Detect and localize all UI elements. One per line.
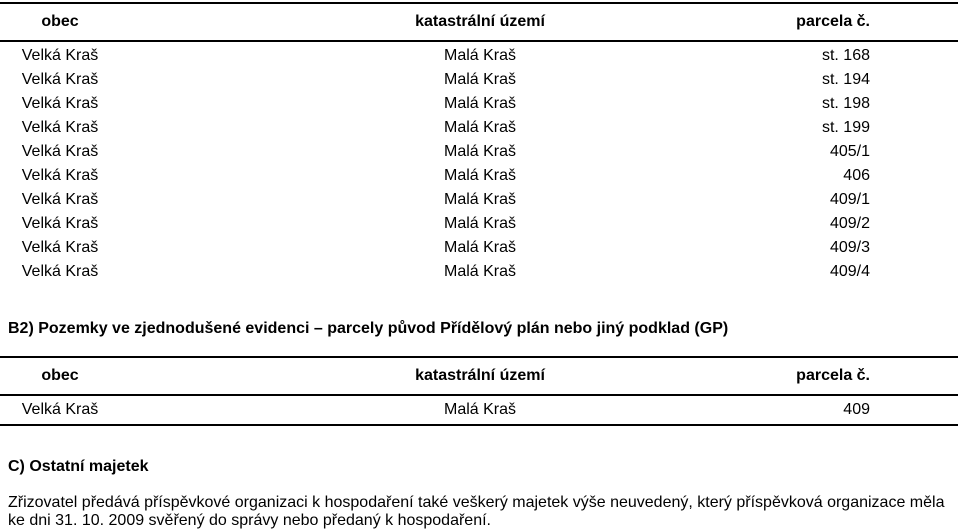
section-c-paragraph: Zřizovatel předává příspěvkové organizaci k hospodaření také veškerý majetek výše neuvedený, který příspěvková organizace měla ke dni 31. 10. 2009 svěřený do správy nebo předaný k hospodaření.: [8, 494, 945, 529]
header-parcela: parcela č.: [796, 367, 870, 384]
cell-obec: Velká Kraš: [21, 263, 99, 280]
header-katastralni-uzemi: katastrální území: [415, 367, 545, 384]
cell-obec: Velká Kraš: [21, 191, 99, 208]
cell-ku: Malá Kraš: [443, 143, 517, 160]
table-row: [0, 116, 958, 140]
header-parcela: parcela č.: [796, 13, 870, 30]
table-row: [0, 164, 958, 188]
cell-parcela: st. 198: [821, 95, 870, 112]
cell-parcela: 406: [843, 167, 870, 184]
cell-obec: Velká Kraš: [21, 167, 99, 184]
cell-ku: Malá Kraš: [443, 215, 517, 232]
cell-ku: Malá Kraš: [443, 95, 517, 112]
cell-parcela: 409/3: [829, 239, 870, 256]
cell-obec: Velká Kraš: [21, 401, 99, 418]
table-header: [0, 356, 958, 396]
cell-ku: Malá Kraš: [443, 191, 517, 208]
cell-ku: Malá Kraš: [443, 401, 517, 418]
section-b2-title: B2) Pozemky ve zjednodušené evidenci – parcely původ Přídělový plán nebo jiný podklad (GP): [8, 320, 729, 337]
cell-obec: Velká Kraš: [21, 239, 99, 256]
table-row: [0, 212, 958, 236]
parcel-table-2: [0, 356, 958, 424]
cell-obec: Velká Kraš: [21, 47, 99, 64]
table-row: [0, 396, 958, 424]
header-obec: obec: [41, 367, 79, 384]
cell-parcela: 409/2: [829, 215, 870, 232]
cell-ku: Malá Kraš: [443, 47, 517, 64]
cell-parcela: st. 199: [821, 119, 870, 136]
cell-parcela: 409/4: [829, 263, 870, 280]
header-katastralni-uzemi: katastrální území: [415, 13, 545, 30]
cell-ku: Malá Kraš: [443, 167, 517, 184]
cell-obec: Velká Kraš: [21, 71, 99, 88]
cell-obec: Velká Kraš: [21, 119, 99, 136]
cell-ku: Malá Kraš: [443, 119, 517, 136]
cell-obec: Velká Kraš: [21, 215, 99, 232]
table-row: [0, 260, 958, 284]
cell-ku: Malá Kraš: [443, 71, 517, 88]
table-2-bottom-rule: [0, 424, 958, 426]
section-c-title: C) Ostatní majetek: [8, 458, 149, 475]
cell-parcela: st. 194: [821, 71, 870, 88]
table-row: [0, 236, 958, 260]
cell-parcela: 409: [843, 401, 870, 418]
cell-obec: Velká Kraš: [21, 95, 99, 112]
cell-obec: Velká Kraš: [21, 143, 99, 160]
table-row: [0, 44, 958, 68]
cell-parcela: st. 168: [821, 47, 870, 64]
cell-parcela: 405/1: [829, 143, 870, 160]
parcel-table-1: [0, 2, 958, 284]
cell-ku: Malá Kraš: [443, 239, 517, 256]
table-row: [0, 92, 958, 116]
table-row: [0, 140, 958, 164]
table-row: [0, 188, 958, 212]
table-row: [0, 68, 958, 92]
cell-parcela: 409/1: [829, 191, 870, 208]
table-header: [0, 2, 958, 42]
cell-ku: Malá Kraš: [443, 263, 517, 280]
header-obec: obec: [41, 13, 79, 30]
